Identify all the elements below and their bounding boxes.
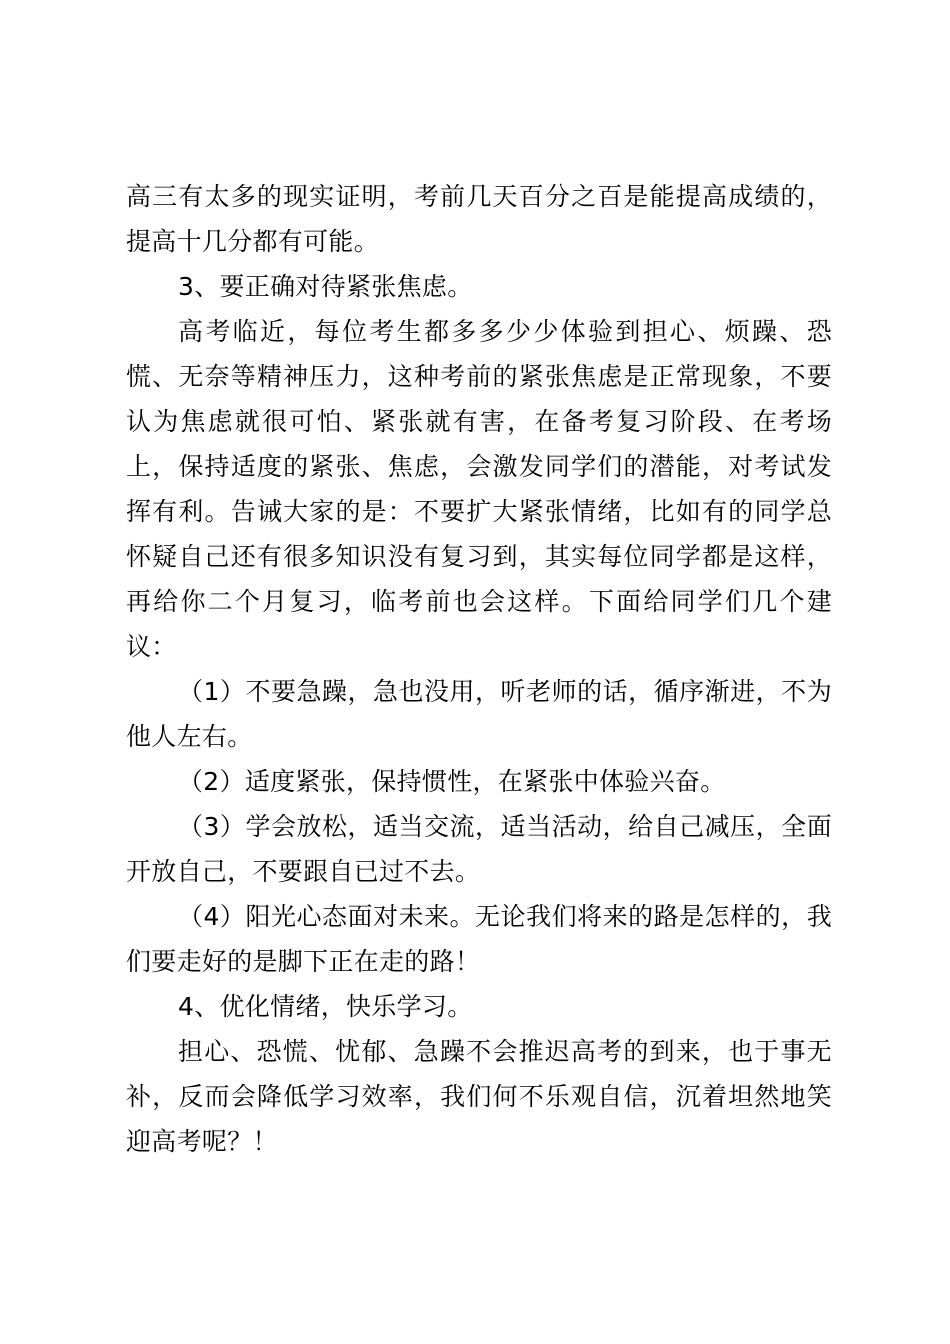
advice-item-4: （4）阳光心态面对未来。无论我们将来的路是怎样的，我们要走好的是脚下正在走的路！ (126, 902, 832, 976)
document-body (126, 174, 832, 1164)
section-heading-3: 3、要正确对待紧张焦虑。 (178, 272, 473, 301)
section-heading-4: 4、优化情绪，快乐学习。 (178, 992, 473, 1021)
advice-item-3: （3）学会放松，适当交流，适当活动，给自己减压，全面开放自己，不要跟自已过不去。 (126, 812, 832, 886)
paragraph: 担心、恐慌、忧郁、急躁不会推迟高考的到来，也于事无补，反而会降低学习效率，我们何不乐观自信，沉着坦然地笑迎高考呢？！ (126, 1037, 832, 1156)
advice-item-2: （2）适度紧张，保持惯性，在紧张中体验兴奋。 (178, 767, 726, 796)
paragraph: 高三有太多的现实证明，考前几天百分之百是能提高成绩的，提高十几分都有可能。 (126, 182, 832, 256)
advice-item-1: （1）不要急躁，急也没用，听老师的话，循序渐进，不为他人左右。 (126, 677, 832, 751)
paragraph: 高考临近，每位考生都多多少少体验到担心、烦躁、恐慌、无奈等精神压力，这种考前的紧张焦虑是正常现象，不要认为焦虑就很可怕、紧张就有害，在备考复习阶段、在考场上，保持适度的紧张、焦虑，会激发同学们的潜能，对考试发挥有利。告诫大家的是：不要扩大紧张情绪，比如有的同学总怀疑自己还有很多知识没有复习到，其实每位同学都是这样，再给你二个月复习，临考前也会这样。下面给同学们几个建议： (126, 317, 832, 661)
